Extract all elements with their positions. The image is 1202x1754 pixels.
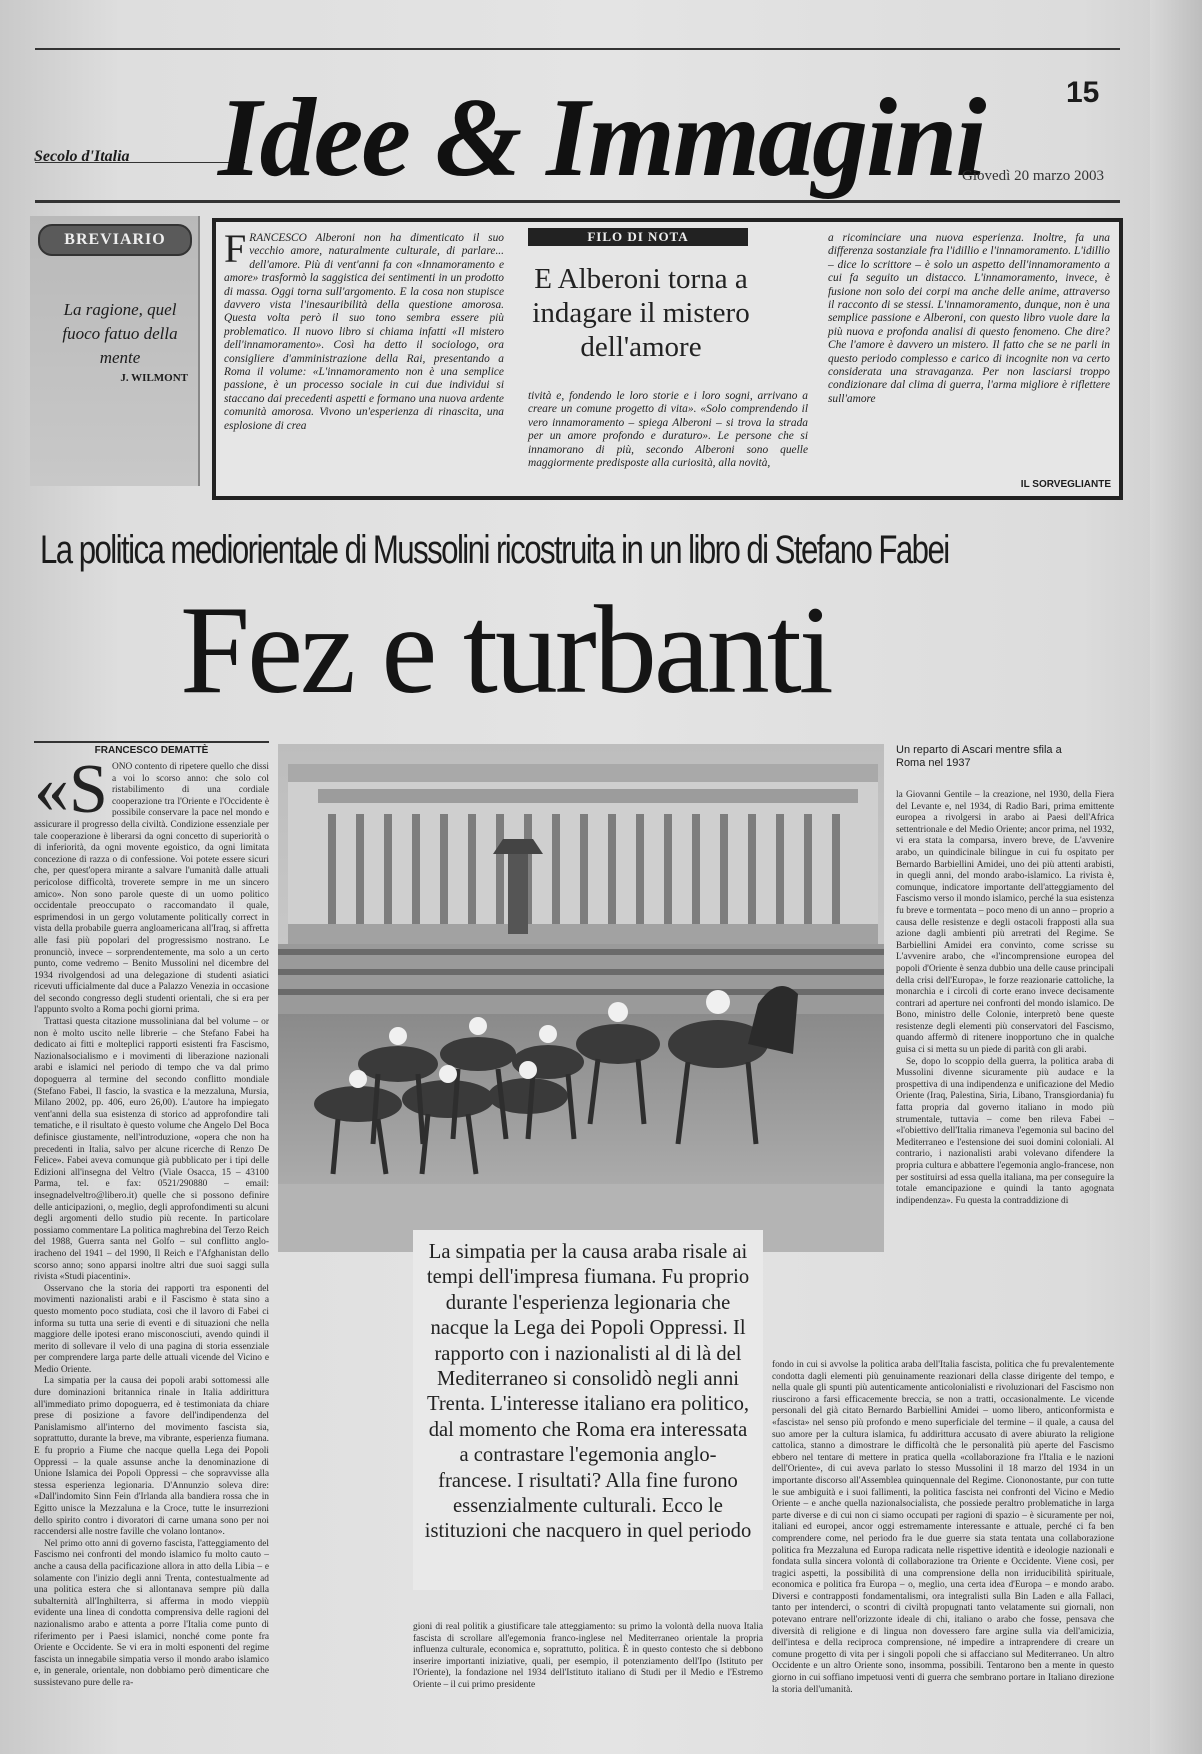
- breviario-badge: BREVIARIO: [38, 224, 192, 256]
- photo-caption: Un reparto di Ascari mentre sfila a Roma nel 1937: [896, 744, 1062, 769]
- paragraph: Trattasi questa citazione mussoliniana dal bel volume – or non è molto uscito nelle librerie – che Stefano Fabei ha dedicato ai fitti e molteplici rapporti esistenti fra Fascismo, Nazionalsocialismo e i movimenti di liberazione nazionali arabi e islamici nel periodo di tempo che va dal primo dopoguerra al termine del secondo conflitto mondiale (Stefano Fabei, Il fascio, la svastica e la mezzaluna, Mursia, Milano 2002, pp. 406, euro 26,00). L'autore ha impiegato vent'anni della sua esistenza di storico ad approfondire tali tematiche, e il risultato è questo volume che Angelo Del Boca definisce giustamente, nell'introduzione, «opera che non ha precedenti in Italia, salvo per alcune ricerche di Renzo De Felice». Fabei aveva comunque già pubblicato per i tipi delle Edizioni all'insegna del Veltro (Viale Osacca, 15 – 43100 Parma, tel. e fax: 0521/290880 – email: insegnadelveltro@libero.it) quelle che si possono definire delle anticipazioni, o, meglio, degli approfondimenti su alcuni degli argomenti dello studio più recente. In particolare possiamo commentare La politica maghrebina del Terzo Reich del 1988, Guerra santa nel Golfo – sul conflitto anglo-iracheno del 1941 – del 1990, Il Reich e l'Afghanistan dello scorso anno; sono apparsi inoltre altri due suoi saggi sulla rivista «Studi piacentini».: [34, 1017, 269, 1283]
- article-column-4: fondo in cui si avvolse la politica araba dell'Italia fascista, politica che fu prevalentemente condotta dagli elementi più genuinamente reazionari della classe dirigente del tempo, e nella quale gli spunti più autenticamente anticolonialisti e rivoluzionari del Fascismo non riuscirono a farsi efficacemente breccia, se non a tratti, occasionalmente. Le vicende personali del già citato Bernardo Barbiellini Amidei – uomo libero, anticonformista e «fascista» nel senso più profondo e meno superficiale del termine – il quale, a causa del suo amore per la cultura islamica, fu addirittura accusato di avere abiurato la religione cattolica, stanno a dimostrare le difficoltà che le personalità più aperte del Fascismo ebbero nel tentare di mettere in pratica quella «collaborazione fra l'Italia e le nazioni dell'Oriente», di cui aveva parlato lo stesso Mussolini il 18 marzo del 1934 in un importante discorso all'Assemblea quinquennale del Regime. Ciononostante, pur con tutte le sue ambiguità e i suoi fallimenti, la politica fascista nei confronti del Vicino e Medio Oriente – e anche quella nazionalsocialista, che possiede peraltro problematiche in larga parte diverse e di cui non ci siamo occupati per ragioni di spazio – è sicuramente per noi, italiani ed europei, ancor oggi estremamente interessante e attuale, perché ci fa ben comprendere come, nel periodo fra le due guerre sia stata tentata una collaborazione politica fra Mezzaluna ed Europa radicata nelle rispettive identità e ideologie nazionali e fondata sulla sincera volontà di collaborazione tra Oriente e Occidente. Viene così, per tragici aspetti, la possibilità di una comprensione della non irriducibilità spirituale, economica e politica fra Europa – o, meglio, una certa idea d'Europa – e mondo arabo. Diversi e contrapposti fondamentalismi, ora integralisti sulla Bin Laden e alla Fallaci, tanto per intenderci, o scontri di civiltà propugnati tanto velatamente sui giornali, non potevano entrare nell'orizzonte ideale di chi, italiano o arabo che fosse, pensava che diversità di religione e di lingua non dovessero fare argine sulla via dell'amicizia, dell'intesa e della reciproca comprensione, né impedire a intraprendere di creare un comune progetto di vita per i singoli popoli che si affacciano sul Mediterraneo. Un altro Occidente e un altro Oriente sono, insomma, possibili. Tentarono ben a mente in questo giorno in cui soffiano impetuosi venti di guerra che sembrano portare in Italiano direzione la storia dell'umanità.: [772, 1360, 1114, 1695]
- article-column-2: gioni di real politik a giustificare tale atteggiamento: su primo la volontà della nuova Italia fascista di scrollare all'egemonia franco-inglese nel Mediterraneo orientale la propria influenza culturale, economica e, soprattutto, politica. È in questo contesto che si debbono inserire importanti iniziative, quali, per esempio, il potenziamento dell'Ipo (Istituto per l'Oriente), la fondazione nel 1934 dell'Istituto italiano di Studi per il Medio e l'Estremo Oriente – il cui primo presidente: [413, 1622, 763, 1690]
- publication-name: Secolo d'Italia: [34, 148, 130, 165]
- paragraph: Se, dopo lo scoppio della guerra, la politica araba di Mussolini divenne sicuramente più audace e la prospettiva di una indipendenza e unificazione del Medio Oriente (Iraq, Palestina, Siria, Libano, Transgiordania) fu fatta propria dal governo italiano in modo più strumentale, tuttavia – come ben rileva Fabei – «l'obiettivo dell'Italia rimaneva l'egemonia sul bacino del Mediterraneo e l'estensione dei suoi domini coloniali. Al contrario, i nazionalisti arabi volevano difendere la propria cultura e abbattere l'egemonia anglo-francese, non per sostituirsi ad essa quella italiana, ma per conseguire la totale emancipazione e quindi la tanto agognata indipendenza». Fu questa la contraddizione di: [896, 1056, 1114, 1206]
- nota-column-1-text: RANCESCO Alberoni non ha dimenticato il suo vecchio amore, naturalmente culturale, di parlare... dell'amore. Più di vent'anni fa con «Innamoramento e amore» trasformò la saggistica dei sentimenti in un prodotto di massa. Oggi torna sull'argomento. E la cosa non stupisce davvero vista l'inesauribilità della questione amorosa. Questa volta però il suo tono sembra essere più problematico. Il nuovo libro si chiama infatti «Il mistero dell'innamoramento». Così ha detto il sociologo, ora consigliere d'amministrazione della Rai, presentando a Roma il volume: «L'innamoramento non è una semplice passione, è un processo sociale in cui due individui si staccano dai precedenti aspetti e formano una nuova ardente comunità amorosa. Vivono un'esperienza di rinascita, una esplosione di crea: [224, 232, 504, 432]
- nota-column-2: tività e, fondendo le loro storie e i loro sogni, arrivano a creare un comune progetto di vita». «Solo comprendendo il vero innamoramento – spiega Alberoni – si trova la strada per un amore profondo e duraturo». Le persone che si innamorano di più, secondo Alberoni sono quelle maggiormente predisposte alla curiosità, alla novità,: [528, 390, 808, 470]
- nota-headline: E Alberoni torna a indagare il mistero dell'amore: [532, 263, 750, 363]
- breviario-author: J. WILMONT: [120, 372, 188, 384]
- paragraph: Osservano che la storia dei rapporti tra esponenti del movimenti nazionalisti arabi e il Fascismo è stata sino a questo momento poco studiata, così che il lavoro di Fabei ci informa su tutta una serie di eventi e di situazioni che nella maggiore delle ipotesi erano misconosciuti, avendo quindi il merito di sollevare il velo di una pagina di storia essenziale per comprendere larga parte delle attuali vicende del Vicino e Medio Oriente.: [34, 1283, 269, 1375]
- article-title: Fez e turbanti: [180, 581, 831, 720]
- filo-di-nota-badge: FILO DI NOTA: [528, 228, 748, 246]
- top-rule: [35, 48, 1120, 50]
- section-title: Idee & Immagini: [218, 76, 985, 200]
- adjacent-page-edge: [1150, 0, 1202, 1754]
- article-photo: [278, 744, 884, 1252]
- article-byline: FRANCESCO DEMATTÈ: [34, 741, 269, 756]
- pull-quote-box: [413, 1230, 763, 1590]
- article-column-3: [896, 790, 1114, 1350]
- article-dropcap: «S: [34, 762, 108, 828]
- nota-signature: IL SORVEGLIANTE: [1020, 479, 1111, 490]
- paragraph: La simpatia per la causa dei popoli arabi sottomessi alle dure dominazioni britannica rinale in Italia addirittura all'immediato primo dopoguerra, ed è testimoniata da chiare prese di posizione a favore dell'indipendenza del Panislamismo all'interno del movimento fascista sia, soprattutto, durante la breve, ma vibrante, esperienza fiumana. E fu proprio a Fiume che nacque quella Lega dei Popoli Oppressi – la quale assunse anche la denominazione di Unione Islamica dei Popoli Oppressi – che sopravvisse alla stessa esperienza legionaria. D'Annunzio soleva dire: «Dall'indomito Sinn Fein d'Irlanda alla bandiera rossa che in Egitto unisce la Mezzaluna e la Croce, tutte le insurrezioni dello spirito contro i divoratori di carne umana sono per noi raccendersi alle nostre faville che volano lontano».: [34, 1376, 269, 1538]
- article-column-1: [34, 762, 269, 1737]
- nota-column-1: [224, 226, 504, 482]
- paragraph: la Giovanni Gentile – la creazione, nel 1930, della Fiera del Levante e, nel 1934, di Radio Bari, prima emittente europea a rivolgersi in arabo ai Paesi dell'Africa settentrionale e del Medio Oriente; ancor prima, nel 1932, vi era stata la comparsa, invero breve, de L'avvenire arabo, un quindicinale bilingue in cui fu ospitato per Bernardo Barbiellini Amidei, uno dei più attenti arabisti, in quegli anni, del mondo arabo-islamico. La rivista è, comunque, indicatore importante dell'atteggiamento del Fascismo verso il mondo islamico, perché la sua esistenza fu breve e tormentata – poco meno di un anno – proprio a causa delle resistenze e degli ostacoli frapposti alla sua azione dagli ambienti più arretrati del Regime. Se Barbiellini Amidei era convinto, come scrisse su L'avvenire arabo, che «l'incomprensione europea del popoli d'Oriente è senza dubbio una delle cause principali della crisi dell'Europa», le forze reazionarie cattoliche, la monarchia e i circoli di corte erano invece decisamente contrari ad aperture nei confronti del mondo islamico. De Bono, ministro delle Colonie, interpretò bene queste resistenze degli elementi più conservatori del Fascismo, quando affermò di ritenere inopportuno che in qualche guisa ci si metta su un piede di parità con gli arabi.: [896, 790, 1114, 1056]
- pull-quote: La simpatia per la causa araba risale ai tempi dell'impresa fiumana. Fu proprio durante l'esperienza legionaria che nacque la Lega dei Popoli Oppressi. Il rapporto con i nazionalisti al di là del Mediterraneo si consolidò negli anni Trenta. L'interesse italiano era politico, dal momento che Roma era interessata a contrastare l'egemonia anglo-francese. I risultati? Alla fine furono essenzialmente culturali. Ecco le istituzioni che nacquero in quel periodo: [424, 1241, 752, 1543]
- paragraph: Nel primo otto anni di governo fascista, l'atteggiamento del Fascismo nei confronti del mondo islamico fu molto cauto – anche a causa della pacificazione allora in atto della Libia – e solamente con l'inizio degli anni Trenta, contestualmente ad una politica estera che si allontanava sempre più dalla subalternità all'Inghilterra, si afferma in modo vieppiù evidente una linea di condotta comprensiva delle ragioni del nazionalismo arabo e attenta a porre l'Italia come punto di riferimento per i Paesi islamici, nonché come ponte fra Oriente e Occidente. Se vi era in molti esponenti del regime fascista un innegabile simpatia verso il mondo arabo islamico e, in generale, orientale, non dobbiamo però dimenticare che sussistevano pure delle ra-: [34, 1538, 269, 1688]
- page-number: 15: [1066, 76, 1100, 109]
- issue-date: Giovedì 20 marzo 2003: [962, 168, 1105, 184]
- breviario-quote: La ragione, quel fuoco fatuo della mente: [62, 300, 178, 367]
- header-rule: [35, 200, 1120, 203]
- photo-ascari-parade: [278, 744, 884, 1252]
- nota-column-3: a ricominciare una nuova esperienza. Inoltre, fa una differenza sostanziale fra l'idillio e l'innamoramento. L'idillio – dice lo scrittore – è solo un aspetto dell'innamoramento a cui fa seguito un distacco. L'innamoramento, invece, è fusione non solo dei corpi ma anche delle anime, attraverso il racconto di se stessi. L'innamoramento, dunque, non è una semplice passione e Alberoni, con questo libro vuole dare la più nuova e profonda analisi di questo fenomeno. Che dire? Che l'amore è davvero un mistero. Il fatto che se ne parli in questo periodo complesso e carico di incognite non va certo considerata una stravaganza. Per non lasciarsi troppo condizionare dal clima di guerra, l'arma migliore è riflettere sull'amore: [828, 232, 1110, 405]
- paragraph: ONO contento di ripetere quello che dissi a voi lo scorso anno: che solo col ristabilimento di una cordiale cooperazione tra l'Oriente e l'Occidente è possibile conservare la pace nel mondo e assicurare il progresso della civiltà. Condizione essenziale per tale cooperazione è liberarsi da ogni concetto di superiorità o di inferiorità, da ogni movente egoistico, da ogni limitata concezione di razza o di confessione. Voi potete essere sicuri che, per quest'opera mirante a salvare l'umanità dalle attuali pericolose difficoltà, troverete sempre in me un sincero amico». Non sono parole queste di un uomo politico occidentale preoccupato o raccomandato il quale, esprimendosi in un gergo volutamente politically correct in vista della probabile guerra angloamericana all'Iraq, si affretta alle fasi più popolari del progressismo nostrano. Le pronunciò, invece – sorprendentemente, ma solo a un certo punto, come vedremo – Benito Mussolini nel dicembre del 1934 rivolgendosi ad una delegazione di studenti asiatici ricevuti ufficialmente dal duce a Palazzo Venezia in occasione del secondo congresso degli studenti orientali, che si era per l'appunto svolto a Roma pochi giorni prima.: [34, 762, 269, 1016]
- breviario-box: [30, 216, 200, 486]
- article-kicker: La politica mediorientale di Mussolini ricostruita in un libro di Stefano Fabei: [40, 528, 949, 572]
- filo-di-nota-box: [212, 218, 1123, 500]
- dropcap-f: F: [224, 226, 247, 271]
